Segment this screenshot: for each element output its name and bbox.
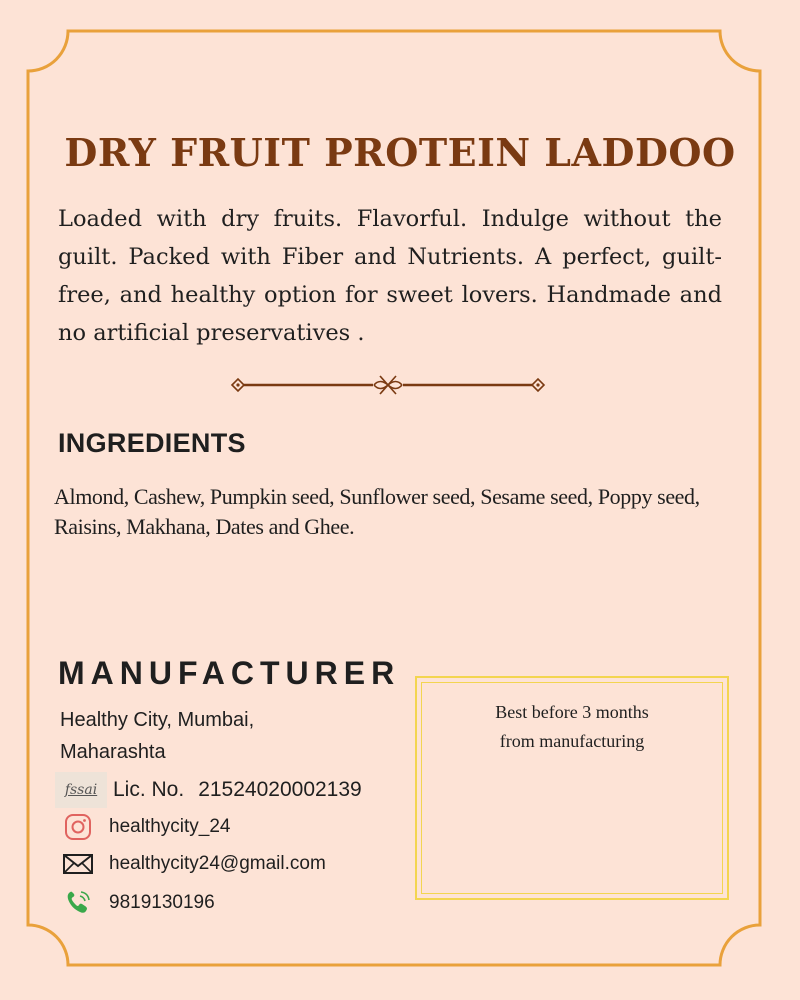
phone-number[interactable]: 9819130196	[109, 892, 215, 913]
address-line-2: Maharashta	[60, 741, 166, 763]
fssai-logo-text: fssai	[64, 782, 98, 798]
fssai-logo-icon	[55, 772, 107, 808]
instagram-icon	[55, 812, 101, 842]
best-before-box	[415, 676, 729, 900]
license-label: Lic. No.	[113, 778, 185, 801]
license-row	[55, 772, 362, 808]
product-description: Loaded with dry fruits. Flavorful. Indulge without the guilt. Packed with Fiber and Nutrients. A perfect, guilt-free, and healthy option for sweet lovers. Handmade and no artificial preservatives .	[58, 206, 722, 346]
instagram-handle[interactable]: healthycity_24	[109, 816, 231, 837]
ingredients-heading: INGREDIENTS	[58, 428, 246, 458]
manufacturer-address	[60, 704, 390, 768]
manufacturer-heading: MANUFACTURER	[58, 655, 401, 691]
best-before-text	[417, 698, 727, 756]
address-line-1: Healthy City, Mumbai,	[60, 709, 255, 731]
instagram-row[interactable]	[55, 812, 230, 842]
email-address[interactable]: healthycity24@gmail.com	[109, 853, 326, 874]
phone-icon	[55, 889, 101, 917]
license-number: 21524020002139	[198, 778, 362, 801]
product-title: DRY FRUIT PROTEIN LADDOO	[64, 130, 736, 175]
ornamental-divider	[228, 372, 548, 398]
phone-row[interactable]	[55, 889, 215, 917]
best-before-line-2: from manufacturing	[499, 731, 645, 751]
ingredients-list: Almond, Cashew, Pumpkin seed, Sunflower seed, Sesame seed, Poppy seed, Raisins, Makhana, Dates and Ghee.	[54, 484, 700, 539]
mail-icon	[55, 852, 101, 876]
email-row[interactable]	[55, 852, 326, 876]
best-before-line-1: Best before 3 months	[495, 702, 649, 722]
